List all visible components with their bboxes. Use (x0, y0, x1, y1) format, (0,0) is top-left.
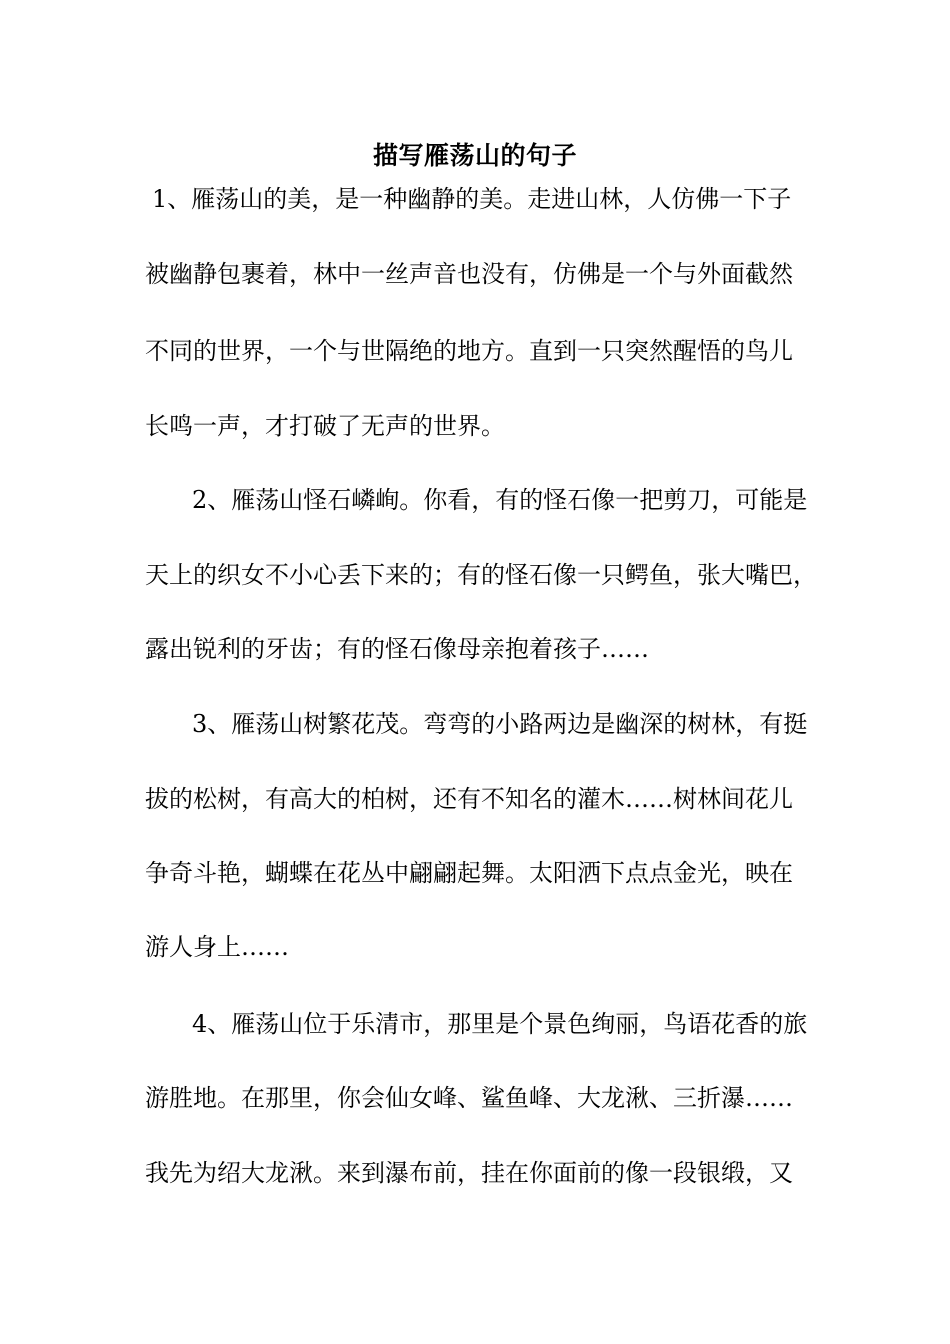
paragraph-3-line-2: 拔的松树，有高大的柏树，还有不知名的灌木……树林间花儿 (145, 785, 793, 813)
paragraph-4-line-2: 游胜地。在那里，你会仙女峰、鲨鱼峰、大龙湫、三折瀑…… (145, 1084, 793, 1112)
paragraph-1-line-4: 长鸣一声，才打破了无声的世界。 (145, 412, 505, 440)
paragraph-3-line-4: 游人身上…… (145, 933, 289, 961)
paragraph-3-line-1: 3、雁荡山树繁花茂。弯弯的小路两边是幽深的树林，有挺 (192, 710, 808, 738)
paragraph-2-line-3: 露出锐利的牙齿；有的怪石像母亲抱着孩子…… (145, 635, 649, 663)
paragraph-4-line-1: 4、雁荡山位于乐清市，那里是个景色绚丽，鸟语花香的旅 (192, 1010, 808, 1038)
document-title: 描写雁荡山的句子 (372, 141, 577, 170)
paragraph-1-line-2: 被幽静包裹着，林中一丝声音也没有，仿佛是一个与外面截然 (145, 260, 793, 288)
paragraph-1-line-3: 不同的世界，一个与世隔绝的地方。直到一只突然醒悟的鸟儿 (145, 337, 793, 365)
paragraph-1-line-1: 1、雁荡山的美，是一种幽静的美。走进山林，人仿佛一下子 (152, 185, 792, 213)
paragraph-2-line-2: 天上的织女不小心丢下来的；有的怪石像一只鳄鱼，张大嘴巴， (145, 561, 817, 589)
paragraph-4-line-3: 我先为绍大龙湫。来到瀑布前，挂在你面前的像一段银缎，又 (145, 1159, 793, 1187)
paragraph-3-line-3: 争奇斗艳，蝴蝶在花丛中翩翩起舞。太阳洒下点点金光，映在 (145, 859, 793, 887)
paragraph-2-line-1: 2、雁荡山怪石嶙峋。你看，有的怪石像一把剪刀，可能是 (192, 486, 808, 514)
